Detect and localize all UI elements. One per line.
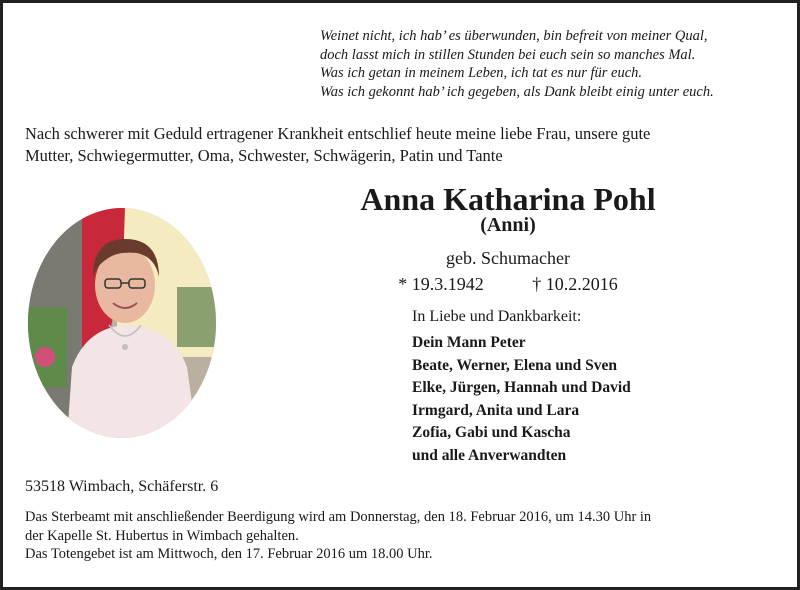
- funeral-line: Das Totengebet ist am Mittwoch, den 17. Februar 2016 um 18.00 Uhr.: [25, 546, 433, 562]
- thanks-line: In Liebe und Dankbarkeit:: [412, 308, 582, 325]
- death-date: † 10.2.2016: [532, 274, 618, 294]
- poem-line: doch lasst mich in stillen Stunden bei euch sein so manches Mal.: [320, 46, 696, 63]
- deceased-nickname: (Anni): [480, 214, 536, 236]
- birth-date: * 19.3.1942: [398, 274, 484, 294]
- address: 53518 Wimbach, Schäferstr. 6: [25, 478, 219, 495]
- poem-line: Weinet nicht, ich hab’ es überwunden, bin befreit von meiner Qual,: [320, 28, 708, 44]
- poem: [320, 27, 790, 101]
- mourner: Zofia, Gabi und Kascha: [412, 424, 571, 441]
- poem-line: Was ich getan in meinem Leben, ich tat es nur für euch.: [320, 65, 643, 81]
- intro-line: Mutter, Schwiegermutter, Oma, Schwester, Schwägerin, Patin und Tante: [25, 146, 503, 165]
- deceased-name: Anna Katharina Pohl: [360, 181, 656, 217]
- mourners-list: [412, 332, 631, 467]
- funeral-line: Das Sterbeamt mit anschließender Beerdigung wird am Donnerstag, den 18. Februar 2016, um 14.30 Uhr in: [25, 509, 652, 525]
- intro-line: Nach schwerer mit Geduld ertragener Krankheit entschlief heute meine liebe Frau, unsere gute: [25, 124, 651, 143]
- mourner: und alle Anverwandten: [412, 446, 567, 464]
- mourner: Irmgard, Anita und Lara: [412, 401, 580, 419]
- life-dates: [233, 273, 783, 295]
- portrait-photo: [27, 207, 217, 439]
- poem-line: Was ich gekonnt hab’ ich gegeben, als Dank bleibt einig unter euch.: [320, 83, 714, 100]
- funeral-line: der Kapelle St. Hubertus in Wimbach gehalten.: [25, 527, 299, 544]
- intro-text: [25, 123, 785, 167]
- birth-name: geb. Schumacher: [446, 248, 570, 268]
- mourner: Beate, Werner, Elena und Sven: [412, 356, 617, 374]
- mourner: Dein Mann Peter: [412, 334, 526, 351]
- funeral-info: [25, 508, 795, 564]
- mourner: Elke, Jürgen, Hannah und David: [412, 379, 631, 396]
